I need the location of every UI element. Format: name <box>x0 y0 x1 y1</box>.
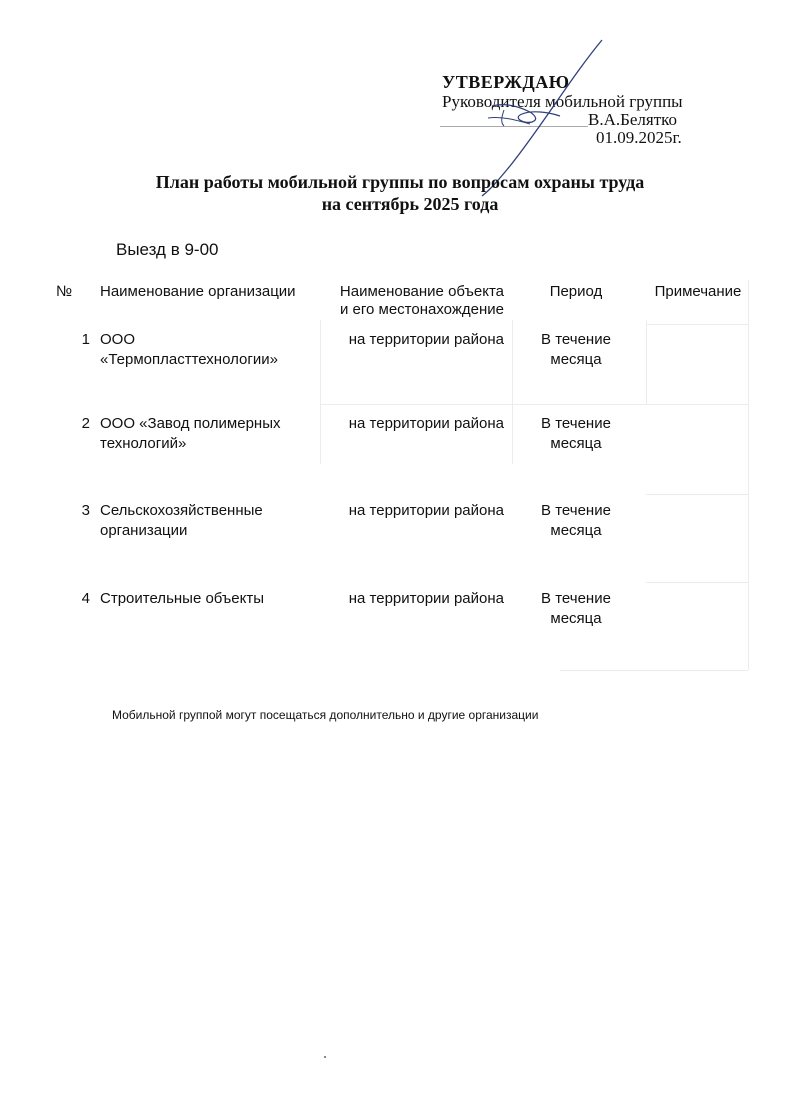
row-organization <box>100 330 322 370</box>
row-period-line2: месяца <box>550 522 602 539</box>
row-period-line1: В течение <box>541 590 611 607</box>
approval-date: 01.09.2025г. <box>596 128 682 147</box>
table-grid-line <box>646 494 748 495</box>
row-number: 1 <box>81 331 90 348</box>
row-organization-line2: технологий» <box>100 435 187 452</box>
header-period: Период <box>549 283 603 300</box>
row-object: на территории района <box>348 415 504 432</box>
row-period <box>514 501 638 541</box>
row-organization <box>100 414 322 454</box>
table-grid-line <box>320 404 748 405</box>
row-organization <box>100 589 322 609</box>
header-organization: Наименование организации <box>100 283 296 300</box>
row-period-line1: В течение <box>541 415 611 432</box>
approval-role: Руководителя мобильной группы <box>442 92 683 111</box>
table-grid-line <box>512 320 513 464</box>
row-period <box>514 414 638 454</box>
header-object-line1: Наименование объекта <box>339 283 504 300</box>
row-number: 3 <box>81 502 90 519</box>
table-grid-line <box>560 670 748 671</box>
row-period-line2: месяца <box>550 610 602 627</box>
row-organization <box>100 501 322 541</box>
approval-title: УТВЕРЖДАЮ <box>442 72 570 92</box>
table-grid-line <box>646 324 748 325</box>
row-period-line1: В течение <box>541 502 611 519</box>
row-number: 4 <box>81 590 90 607</box>
row-organization-line1: Сельскохозяйственные <box>100 502 263 519</box>
header-note: Примечание <box>654 283 742 300</box>
header-object-line2: и его местонахождение <box>339 301 504 318</box>
row-organization-line2: «Термопласттехнологии» <box>100 351 278 368</box>
table-grid-line <box>748 280 749 670</box>
row-object: на территории района <box>348 502 504 519</box>
scan-speck <box>324 1056 326 1058</box>
approver-name: В.А.Белятко <box>588 110 678 129</box>
footnote: Мобильной группой могут посещаться дополнительно и другие организации <box>112 708 539 722</box>
row-period <box>514 589 638 629</box>
row-period-line1: В течение <box>541 331 611 348</box>
row-organization-line1: Строительные объекты <box>100 590 264 607</box>
table-grid-line <box>646 582 748 583</box>
row-object: на территории района <box>348 331 504 348</box>
row-organization-line1: ООО «Завод полимерных <box>100 415 281 432</box>
row-period <box>514 330 638 370</box>
header-number: № <box>56 283 73 300</box>
row-period-line2: месяца <box>550 351 602 368</box>
document-title: План работы мобильной группы по вопросам охраны труда <box>155 172 645 192</box>
row-organization-line1: ООО <box>100 331 136 348</box>
row-period-line2: месяца <box>550 435 602 452</box>
departure-time: Выезд в 9-00 <box>116 240 219 259</box>
row-number: 2 <box>81 415 90 432</box>
table-grid-line <box>646 320 647 404</box>
header-object <box>322 283 504 319</box>
row-organization-line2: организации <box>100 522 188 539</box>
document-subtitle: на сентябрь 2025 года <box>321 194 499 214</box>
row-object: на территории района <box>348 590 504 607</box>
